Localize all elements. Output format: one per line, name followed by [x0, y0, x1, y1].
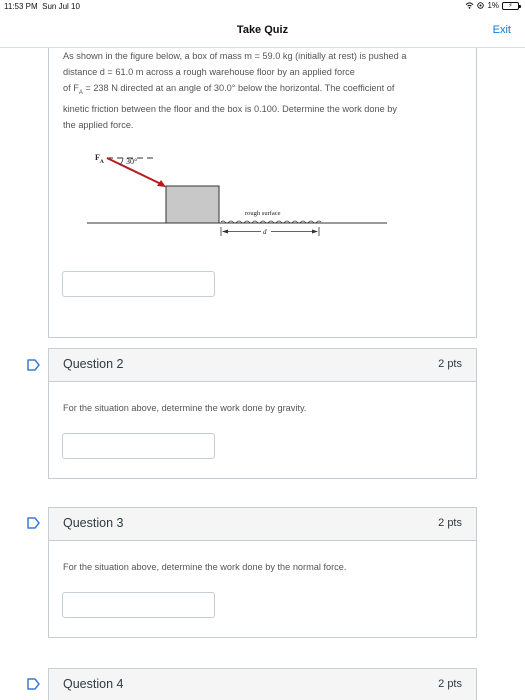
box: [166, 186, 219, 223]
angle-label: 30°: [126, 157, 138, 166]
question-3-points: 2 pts: [438, 517, 462, 529]
question-4-header: [49, 669, 476, 700]
surface-label: rough surface: [245, 210, 281, 217]
location-icon: [477, 2, 484, 9]
question-2-header: [49, 349, 476, 382]
page-title: Take Quiz: [236, 24, 289, 36]
question-2-prompt: For the situation above, determine the work done by gravity.: [63, 403, 307, 413]
box-force-diagram: [87, 148, 387, 240]
status-date: Sun Jul 10: [42, 2, 80, 11]
question-1-line: kinetic friction between the floor and the box is 0.100. Determine the work done by: [63, 103, 398, 114]
question-2-answer-input[interactable]: [62, 433, 215, 459]
question-1-line: of $F_A = 238$ N directed at an angle of 30.0° below the horizontal. The coefficient of: [63, 83, 395, 96]
question-4-title: Question 4: [63, 677, 124, 691]
question-1-text: [49, 48, 476, 133]
question-3-answer-input[interactable]: [62, 592, 215, 618]
bookmark-icon[interactable]: [27, 517, 40, 529]
question-2-points: 2 pts: [438, 358, 462, 370]
status-time-date: [4, 2, 80, 11]
question-1-line: distance d = 61.0 m across a rough warehouse floor by an applied force: [63, 67, 355, 77]
physics-figure: [87, 148, 387, 240]
question-1-answer-input[interactable]: [62, 271, 215, 297]
distance-arrowhead-right: [312, 230, 318, 234]
question-1-body: [48, 48, 477, 338]
question-3-title: Question 3: [63, 516, 124, 530]
distance-label: d: [263, 228, 267, 236]
distance-arrowhead-left: [222, 230, 228, 234]
wifi-icon: [465, 2, 474, 9]
bookmark-icon[interactable]: [27, 678, 40, 690]
bookmark-icon[interactable]: [27, 359, 40, 371]
nav-bar: [0, 14, 525, 48]
question-4-card: [48, 668, 477, 700]
question-2-card: [48, 348, 477, 479]
question-2-title: Question 2: [63, 357, 124, 371]
status-bar: [0, 0, 525, 14]
status-indicators: [465, 1, 519, 10]
question-4-points: 2 pts: [438, 678, 462, 690]
force-label: $F_A$: [95, 153, 104, 165]
question-1-line: the applied force.: [63, 119, 134, 130]
status-time: 11:53 PM: [4, 2, 38, 11]
question-1-line: As shown in the figure below, a box of mass m = 59.0 kg (initially at rest) is pushed a: [63, 51, 407, 61]
battery-charging-icon: ⚡: [502, 2, 519, 10]
question-3-header: [49, 508, 476, 541]
question-3-card: [48, 507, 477, 638]
question-3-prompt: For the situation above, determine the work done by the normal force.: [63, 562, 347, 572]
exit-button[interactable]: Exit: [492, 24, 511, 36]
battery-percent: 1%: [487, 1, 499, 10]
